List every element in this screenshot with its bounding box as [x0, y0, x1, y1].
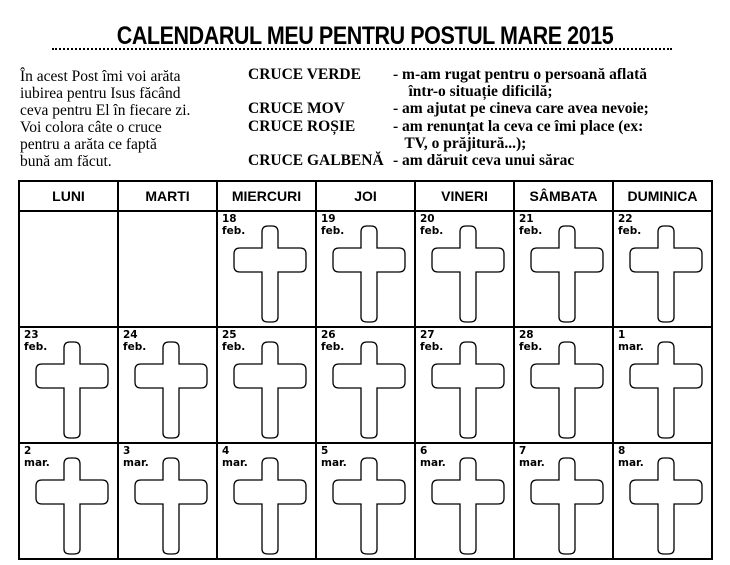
- calendar-day-cell[interactable]: [118, 327, 217, 443]
- day-date-label: [24, 329, 47, 353]
- legend-desc: - am dăruit ceva unui sărac: [393, 152, 575, 169]
- day-date-label: [519, 329, 542, 353]
- calendar-day-cell[interactable]: [217, 443, 316, 559]
- day-number: 28: [519, 329, 534, 341]
- day-number: 19: [321, 213, 336, 225]
- weekday-header-row: [19, 181, 712, 211]
- month-label: feb.: [519, 225, 543, 237]
- legend-name: CRUCE GALBENĂ: [248, 152, 384, 169]
- calendar-day-cell[interactable]: [19, 327, 118, 443]
- weekday-header: MARTI: [118, 181, 217, 211]
- page-title: CALENDARUL MEU PENTRU POSTUL MARE 2015: [116, 22, 614, 50]
- day-date-label: [321, 213, 344, 237]
- month-label: mar.: [618, 341, 644, 353]
- day-date-label: [420, 329, 443, 353]
- month-label: feb.: [222, 225, 246, 237]
- legend-name: CRUCE MOV: [248, 100, 345, 117]
- calendar-day-cell[interactable]: [415, 443, 514, 559]
- day-date-label: [519, 445, 545, 469]
- day-date-label: [420, 445, 446, 469]
- weekday-header: MIERCURI: [217, 181, 316, 211]
- day-number: 3: [123, 445, 131, 457]
- month-label: mar.: [519, 457, 545, 469]
- calendar-day-cell[interactable]: [415, 327, 514, 443]
- day-date-label: [24, 445, 50, 469]
- day-number: 27: [420, 329, 435, 341]
- lent-calendar: [18, 180, 713, 560]
- month-label: mar.: [618, 457, 644, 469]
- month-label: feb.: [321, 341, 345, 353]
- month-label: mar.: [321, 457, 347, 469]
- day-date-label: [321, 329, 344, 353]
- day-date-label: [618, 445, 644, 469]
- weekday-header: JOI: [316, 181, 415, 211]
- calendar-week-row: [19, 211, 712, 327]
- calendar-day-cell[interactable]: [613, 443, 712, 559]
- intro-line: pentru a arăta ce faptă: [20, 136, 157, 153]
- day-number: 24: [123, 329, 138, 341]
- calendar-day-cell[interactable]: [316, 211, 415, 327]
- month-label: mar.: [420, 457, 446, 469]
- month-label: feb.: [222, 341, 246, 353]
- calendar-day-cell[interactable]: [217, 211, 316, 327]
- weekday-header: DUMINICA: [613, 181, 712, 211]
- month-label: feb.: [123, 341, 147, 353]
- month-label: feb.: [618, 225, 642, 237]
- day-number: 26: [321, 329, 336, 341]
- calendar-empty-cell: [118, 211, 217, 327]
- month-label: feb.: [24, 341, 48, 353]
- day-date-label: [519, 213, 542, 237]
- day-number: 21: [519, 213, 534, 225]
- day-number: 22: [618, 213, 633, 225]
- intro-line: ceva pentru El în fiecare zi.: [20, 102, 191, 119]
- intro-text: [20, 68, 230, 170]
- calendar-day-cell[interactable]: [514, 211, 613, 327]
- calendar-week-row: [19, 443, 712, 559]
- calendar-day-cell[interactable]: [316, 443, 415, 559]
- calendar-day-cell[interactable]: [613, 327, 712, 443]
- calendar-day-cell[interactable]: [613, 211, 712, 327]
- calendar-day-cell[interactable]: [217, 327, 316, 443]
- day-number: 2: [24, 445, 32, 457]
- dotted-divider: [52, 48, 672, 50]
- day-number: 8: [618, 445, 626, 457]
- day-date-label: [618, 213, 641, 237]
- month-label: mar.: [123, 457, 149, 469]
- calendar-day-cell[interactable]: [118, 443, 217, 559]
- day-date-label: [123, 445, 149, 469]
- day-number: 6: [420, 445, 428, 457]
- weekday-header: LUNI: [19, 181, 118, 211]
- month-label: feb.: [321, 225, 345, 237]
- legend-desc: - am ajutat pe cineva care avea nevoie;: [393, 100, 649, 117]
- calendar-empty-cell: [19, 211, 118, 327]
- calendar-week-row: [19, 327, 712, 443]
- day-number: 23: [24, 329, 39, 341]
- day-date-label: [222, 445, 248, 469]
- month-label: feb.: [519, 341, 543, 353]
- intro-line: Voi colora câte o cruce: [20, 119, 162, 136]
- calendar-day-cell[interactable]: [514, 443, 613, 559]
- day-number: 5: [321, 445, 329, 457]
- day-date-label: [321, 445, 347, 469]
- month-label: feb.: [420, 341, 444, 353]
- month-label: mar.: [24, 457, 50, 469]
- month-label: feb.: [420, 225, 444, 237]
- intro-line: În acest Post îmi voi arăta: [20, 68, 181, 85]
- intro-line: bună am făcut.: [20, 153, 112, 170]
- day-number: 4: [222, 445, 230, 457]
- day-number: 20: [420, 213, 435, 225]
- weekday-header: SÂMBATA: [514, 181, 613, 211]
- day-date-label: [222, 329, 245, 353]
- day-date-label: [123, 329, 146, 353]
- legend-desc: - m-am rugat pentru o persoană aflată într-o situație dificilă;: [393, 66, 648, 100]
- day-date-label: [420, 213, 443, 237]
- day-number: 1: [618, 329, 626, 341]
- calendar-day-cell[interactable]: [514, 327, 613, 443]
- calendar-day-cell[interactable]: [19, 443, 118, 559]
- calendar-day-cell[interactable]: [415, 211, 514, 327]
- day-number: 25: [222, 329, 237, 341]
- day-number: 18: [222, 213, 237, 225]
- calendar-day-cell[interactable]: [316, 327, 415, 443]
- day-date-label: [222, 213, 245, 237]
- day-date-label: [618, 329, 644, 353]
- month-label: mar.: [222, 457, 248, 469]
- day-number: 7: [519, 445, 527, 457]
- weekday-header: VINERI: [415, 181, 514, 211]
- legend-name: CRUCE ROȘIE: [248, 118, 356, 135]
- intro-line: iubirea pentru Isus făcând: [20, 85, 181, 102]
- legend-name: CRUCE VERDE: [248, 66, 361, 83]
- legend-desc: - am renunțat la ceva ce îmi place (ex: TV, o prăjitură...);: [393, 118, 644, 152]
